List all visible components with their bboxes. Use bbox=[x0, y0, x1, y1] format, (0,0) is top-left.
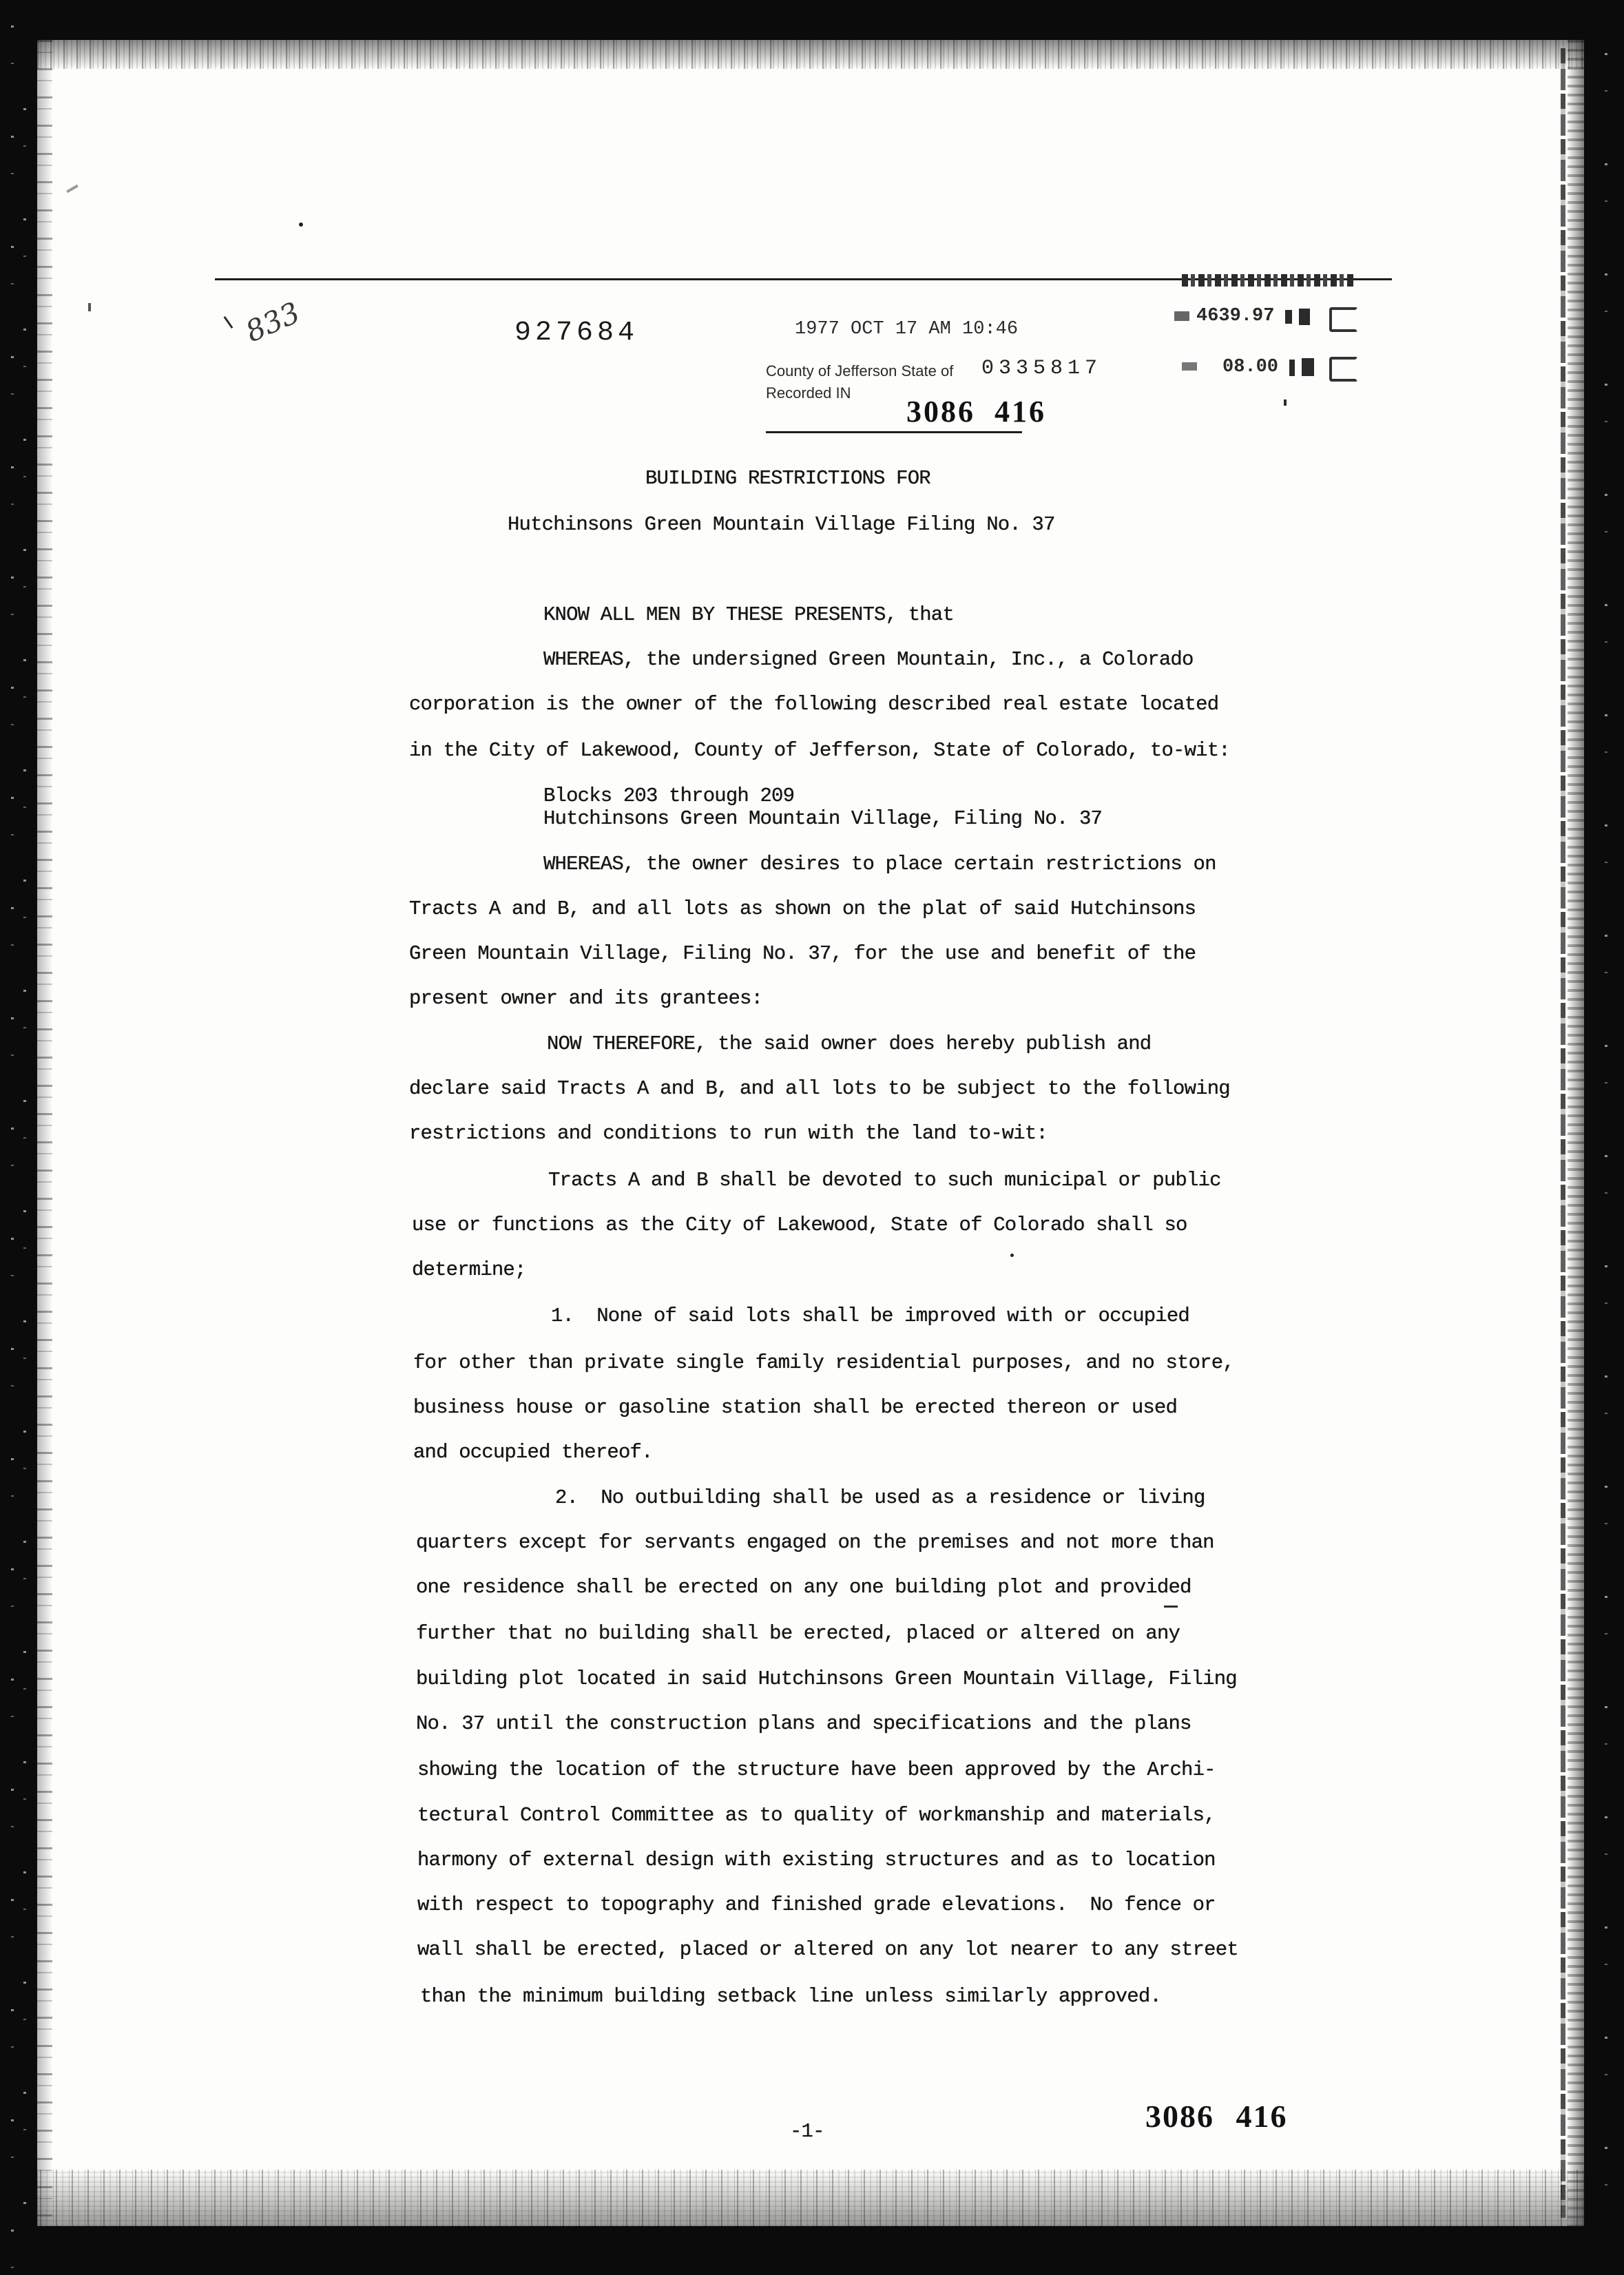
document-title: BUILDING RESTRICTIONS FOR bbox=[645, 467, 930, 490]
border-speckle bbox=[11, 0, 14, 2275]
body-line: restrictions and conditions to run with the land to-wit: bbox=[409, 1122, 1048, 1145]
stamp-smudge bbox=[1285, 310, 1292, 324]
body-line: tectural Control Committee as to quality of workmanship and materials, bbox=[417, 1804, 1216, 1827]
body-line: Hutchinsons Green Mountain Village, Filing No. 37 bbox=[543, 807, 1103, 830]
ink-speck bbox=[1164, 1606, 1178, 1608]
body-line: and occupied thereof. bbox=[413, 1441, 653, 1464]
scan-edge-left bbox=[37, 40, 52, 2226]
fee-amount: 08.00 bbox=[1222, 357, 1279, 377]
stamp-smudge bbox=[1299, 309, 1310, 325]
stamp-smudge bbox=[1182, 362, 1197, 371]
stamp-smudge bbox=[1329, 307, 1358, 332]
body-line: NOW THEREFORE, the said owner does hereby publish and bbox=[547, 1032, 1152, 1055]
body-line: present owner and its grantees: bbox=[409, 987, 763, 1010]
body-line: one residence shall be erected on any one building plot and provided bbox=[416, 1576, 1191, 1599]
body-line: 2. No outbuilding shall be used as a residence or living bbox=[555, 1486, 1205, 1509]
body-line: Tracts A and B shall be devoted to such municipal or public bbox=[548, 1169, 1221, 1192]
scan-edge-top bbox=[37, 40, 1584, 69]
body-line: Blocks 203 through 209 bbox=[543, 785, 795, 807]
ink-speck bbox=[1284, 399, 1287, 406]
body-line: quarters except for servants engaged on the premises and not more than bbox=[416, 1531, 1214, 1554]
body-line: than the minimum building setback line unless similarly approved. bbox=[420, 1985, 1161, 2008]
document-number: 927684 bbox=[514, 318, 639, 349]
body-line: use or functions as the City of Lakewood, State of Colorado shall so bbox=[412, 1214, 1187, 1236]
opening-line: KNOW ALL MEN BY THESE PRESENTS, that bbox=[543, 603, 954, 626]
reception-number: 0335817 bbox=[981, 357, 1103, 380]
body-line: WHEREAS, the owner desires to place certain restrictions on bbox=[543, 853, 1216, 875]
recording-time-stamp: 1977 OCT 17 AM 10:46 bbox=[795, 319, 1019, 340]
document-subtitle: Hutchinsons Green Mountain Village Filing No. 37 bbox=[508, 513, 1055, 536]
border-speckle bbox=[1605, 28, 1607, 2232]
body-line: Tracts A and B, and all lots as shown on the plat of said Hutchinsons bbox=[409, 897, 1196, 920]
stamp-smudge bbox=[1329, 357, 1358, 382]
body-line: business house or gasoline station shall be erected thereon or used bbox=[413, 1396, 1178, 1419]
handwritten-number: 833 bbox=[240, 295, 305, 349]
border-speckle bbox=[23, 83, 26, 2218]
body-line: in the City of Lakewood, County of Jefferson, State of Colorado, to-wit: bbox=[409, 739, 1230, 762]
stamp-smudge bbox=[1289, 360, 1295, 376]
stamp-smudge bbox=[1182, 274, 1355, 287]
body-line: building plot located in said Hutchinsons Green Mountain Village, Filing bbox=[416, 1668, 1237, 1690]
scan-edge-bottom bbox=[37, 2170, 1584, 2226]
body-line: 1. None of said lots shall be improved with or occupied bbox=[551, 1305, 1189, 1327]
stamp-smudge bbox=[1174, 311, 1189, 321]
body-line: further that no building shall be erected, placed or altered on any bbox=[416, 1622, 1180, 1645]
scan-edge-right-line bbox=[1561, 48, 1565, 2218]
county-line: County of Jefferson State of bbox=[766, 362, 954, 380]
book-page-underline bbox=[766, 431, 1022, 433]
page-number: -1- bbox=[790, 2120, 824, 2143]
fee-amount: 4639.97 bbox=[1196, 306, 1275, 326]
body-line: with respect to topography and finished grade elevations. No fence or bbox=[417, 1893, 1216, 1916]
body-line: for other than private single family residential purposes, and no store, bbox=[413, 1351, 1234, 1374]
body-line: corporation is the owner of the following described real estate located bbox=[409, 693, 1219, 716]
header-book-page: 3086 416 bbox=[906, 395, 1046, 428]
body-line: wall shall be erected, placed or altered on any lot nearer to any street bbox=[417, 1938, 1238, 1961]
body-line: Green Mountain Village, Filing No. 37, for the use and benefit of the bbox=[409, 942, 1196, 965]
body-line: showing the location of the structure have been approved by the Archi- bbox=[417, 1758, 1216, 1781]
body-line: WHEREAS, the undersigned Green Mountain, Inc., a Colorado bbox=[543, 648, 1194, 671]
body-line: determine; bbox=[412, 1258, 526, 1281]
ink-speck bbox=[299, 222, 303, 227]
body-line: No. 37 until the construction plans and specifications and the plans bbox=[416, 1712, 1191, 1735]
stamp-smudge bbox=[1302, 358, 1314, 376]
ink-speck bbox=[1010, 1254, 1014, 1257]
footer-book-page: 3086 416 bbox=[1145, 2099, 1288, 2134]
recorded-in-label: Recorded IN bbox=[766, 384, 851, 402]
scan-edge-right bbox=[1568, 40, 1584, 2226]
body-line: declare said Tracts A and B, and all lots to be subject to the following bbox=[409, 1077, 1230, 1100]
body-line: harmony of external design with existing structures and as to location bbox=[417, 1849, 1216, 1871]
ink-speck bbox=[88, 303, 91, 311]
